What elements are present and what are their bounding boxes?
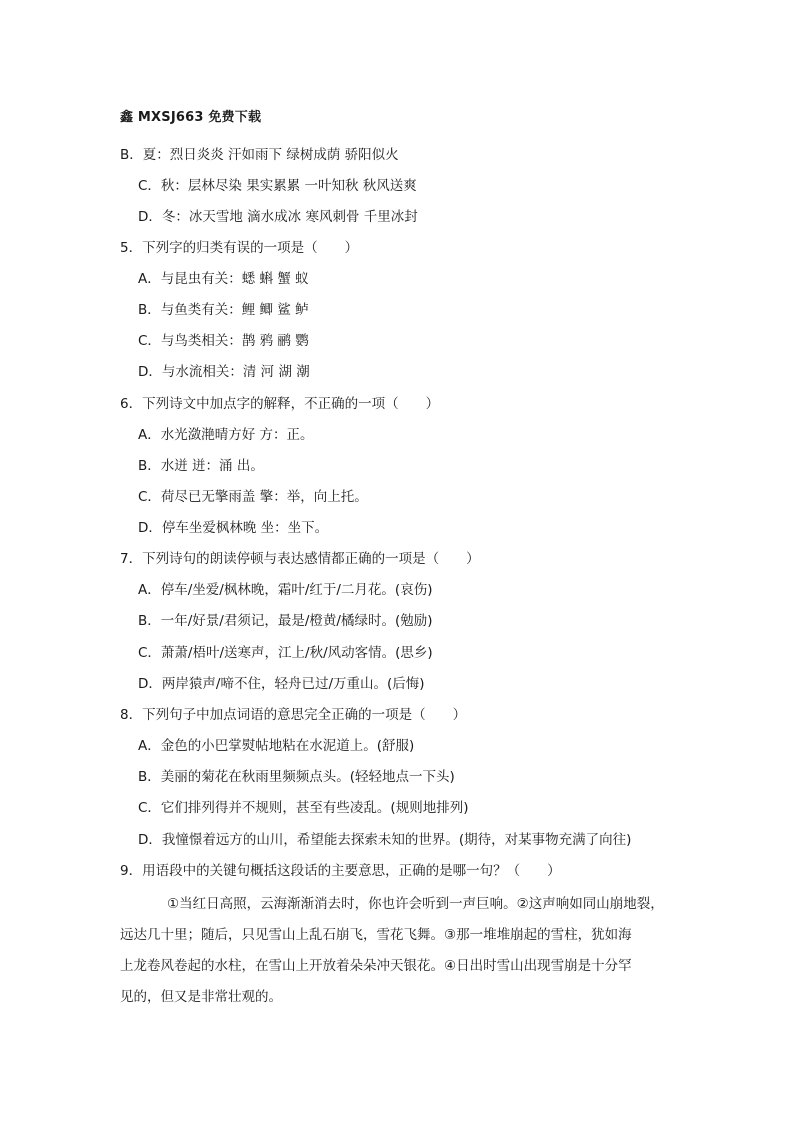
q9-passage-line: 见的，但又是非常壮观的。	[120, 989, 282, 1005]
watermark-header: 鑫 MXSJ663 免费下载	[120, 110, 262, 125]
q9-passage-line: ①当红日高照，云海渐渐消去时，你也许会听到一声巨响。②这声响如同山崩地裂，	[167, 896, 664, 912]
q8-option-c: C．它们排列得并不规则，甚至有些凌乱。(规则地排列)	[138, 800, 469, 816]
q9-passage-line: 上龙卷风卷起的水柱，在雪山上开放着朵朵冲天银花。④日出时雪山出现雪崩是十分罕	[120, 958, 632, 974]
q4-option-b: B．夏：烈日炎炎 汗如雨下 绿树成荫 骄阳似火	[120, 147, 399, 163]
q5-option-b: B．与鱼类有关：鲤 鲫 鲨 鲈	[138, 302, 309, 318]
q7-option-d: D．两岸猿声/啼不住，轻舟已过/万重山。(后悔)	[138, 676, 425, 692]
q8-option-d: D．我憧憬着远方的山川，希望能去探索未知的世界。(期待，对某事物充满了向往)	[138, 832, 632, 848]
q8-stem: 8．下列句子中加点词语的意思完全正确的一项是（ ）	[120, 707, 467, 723]
q7-option-b: B．一年/好景/君须记，最是/橙黄/橘绿时。(勉励)	[138, 613, 433, 629]
q6-option-a: A．水光潋滟晴方好 方：正。	[138, 427, 314, 443]
q6-option-c: C．荷尽已无擎雨盖 擎：举，向上托。	[138, 489, 368, 505]
q9-passage-line: 远达几十里；随后，只见雪山上乱石崩飞，雪花飞舞。③那一堆堆崩起的雪柱，犹如海	[120, 927, 632, 943]
q5-option-c: C．与鸟类相关：鹊 鸦 鹂 鹦	[138, 333, 309, 349]
q4-option-d: D．冬：冰天雪地 滴水成冰 寒风刺骨 千里冰封	[138, 209, 418, 225]
q5-option-a: A．与昆虫有关：蟋 蝌 蟹 蚁	[138, 271, 309, 287]
q7-stem: 7．下列诗句的朗读停顿与表达感情都正确的一项是（ ）	[120, 551, 480, 567]
q9-stem: 9．用语段中的关键句概括这段话的主要意思，正确的是哪一句？（ ）	[120, 863, 561, 879]
q4-option-c: C．秋：层林尽染 果实累累 一叶知秋 秋风送爽	[138, 178, 417, 194]
q7-option-a: A．停车/坐爱/枫林晚，霜叶/红于/二月花。(哀伤)	[138, 582, 433, 598]
q8-option-b: B．美丽的菊花在秋雨里频频点头。(轻轻地点一下头)	[138, 769, 455, 785]
q8-option-a: A．金色的小巴掌熨帖地粘在水泥道上。(舒服)	[138, 738, 415, 754]
q6-option-d: D．停车坐爱枫林晚 坐：坐下。	[138, 520, 329, 536]
q5-option-d: D．与水流相关：清 河 湖 潮	[138, 364, 310, 380]
q6-option-b: B．水迸 迸：涌 出。	[138, 458, 264, 474]
q5-stem: 5．下列字的归类有误的一项是（ ）	[120, 240, 359, 256]
q9-passage	[120, 889, 680, 1013]
q6-stem: 6．下列诗文中加点字的解释，不正确的一项（ ）	[120, 396, 440, 412]
q7-option-c: C．萧萧/梧叶/送寒声，江上/秋/风动客情。(思乡)	[138, 645, 433, 661]
